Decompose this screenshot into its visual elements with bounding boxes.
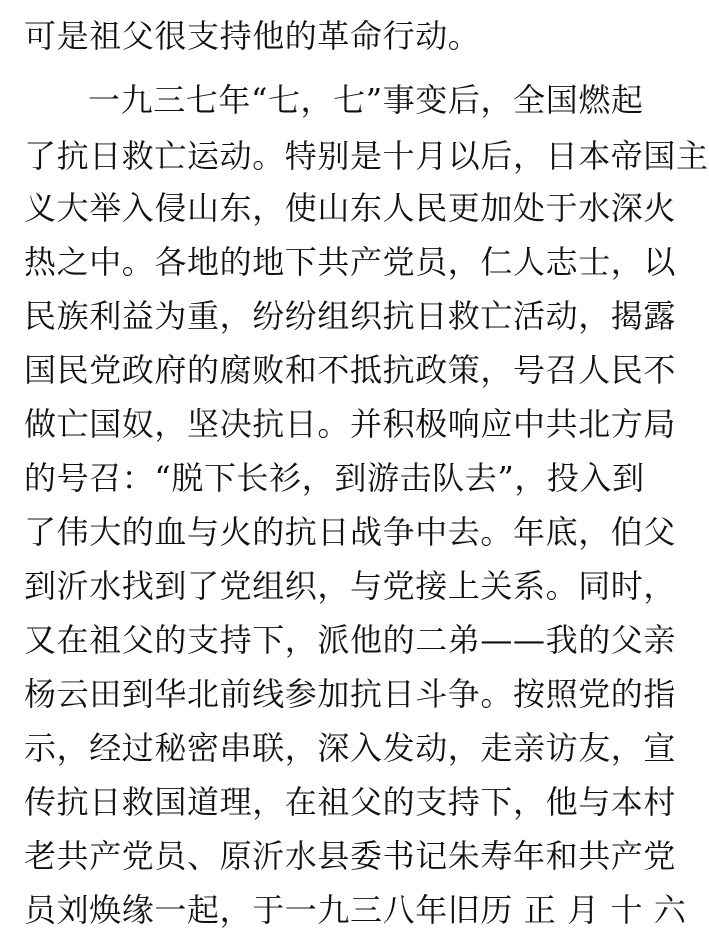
paragraph-first-line: 一九三七年“七，七”事变后，全国燃起: [88, 81, 644, 119]
text-line: 老共产党员、原沂水县委书记朱寿年和共产党: [24, 837, 677, 875]
text-line: 国民党政府的腐败和不抵抗政策，号召人民不: [24, 351, 677, 389]
text-line: 做亡国奴，坚决抗日。并积极响应中共北方局: [24, 405, 677, 443]
text-line: 又在祖父的支持下，派他的二弟——我的父亲: [24, 621, 677, 659]
text-line: 了抗日救亡运动。特别是十月以后，日本帝国主: [24, 137, 709, 175]
text-line: 传抗日救国道理，在祖父的支持下，他与本村: [24, 783, 677, 821]
text-line: 可是祖父很支持他的革命行动。: [24, 17, 481, 55]
text-line: 杨云田到华北前线参加抗日斗争。按照党的指: [24, 675, 677, 713]
text-line: 民族利益为重，纷纷组织抗日救亡活动，揭露: [24, 297, 677, 335]
text-line: 到沂水找到了党组织，与党接上关系。同时，: [24, 567, 677, 605]
text-line: 示，经过秘密串联，深入发动，走亲访友，宣: [24, 729, 677, 767]
text-line: 义大举入侵山东，使山东人民更加处于水深火: [24, 189, 677, 227]
text-line: 的号召：“脱下长衫，到游击队去”，投入到: [24, 459, 645, 497]
text-line: 了伟大的血与火的抗日战争中去。年底，伯父: [24, 513, 677, 551]
text-line: 员刘焕缘一起，于一九三八年旧历 正 月 十 六: [24, 891, 687, 929]
text-line: 热之中。各地的地下共产党员，仁人志士，以: [24, 243, 677, 281]
